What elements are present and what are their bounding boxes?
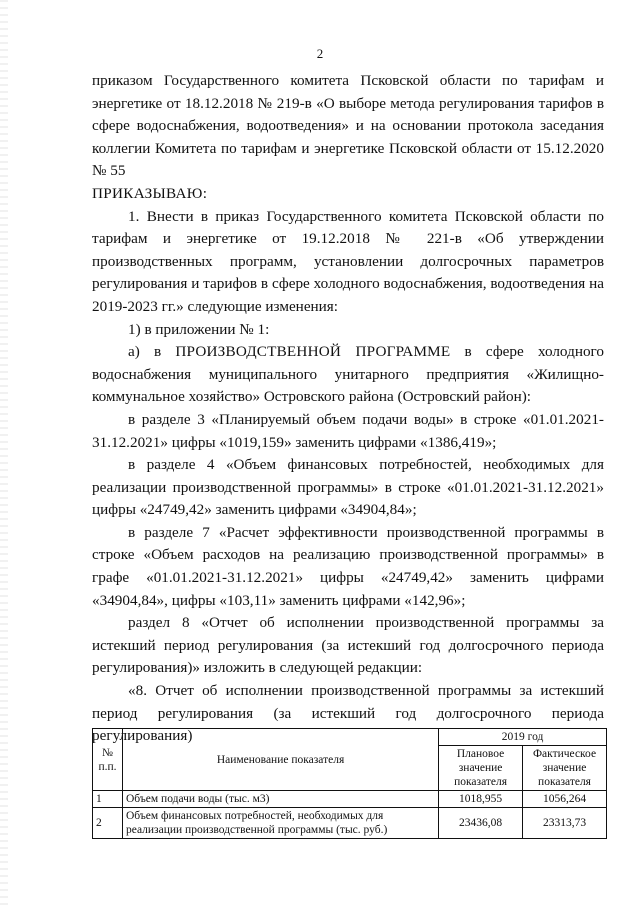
row-num: 2 <box>93 808 123 839</box>
header-num: № п.п. <box>93 729 123 791</box>
row-fact: 23313,73 <box>523 808 607 839</box>
paragraph-section-7: в разделе 7 «Расчет эффективности производственной программы в строке «Объем расходов на реализацию производственной программы» в графе «01.01.2021-31.12.2021» цифры «24749,42» заменить цифрами «34904,84», цифры «103,11» заменить цифрами «142,96»; <box>92 523 604 609</box>
row-fact: 1056,264 <box>523 791 607 808</box>
table-row <box>93 791 607 808</box>
page-number: 2 <box>316 46 324 61</box>
header-fact: Фактическое значение показателя <box>523 746 607 791</box>
report-table <box>92 728 607 839</box>
paragraph-program-prefix: а) в <box>128 343 176 361</box>
paragraph-program-rest: в сфере холодного водоснабжения муниципального унитарного предприятия «Жилищно-коммунальное хозяйство» Островского района (Островский район): <box>92 343 604 406</box>
paragraph-program-caps: ПРОИЗВОДСТВЕННОЙ ПРОГРАММЕ <box>175 343 451 361</box>
document-body <box>92 70 604 748</box>
scan-edge-artifact <box>0 0 8 905</box>
paragraph-section-3: в разделе 3 «Планируемый объем подачи воды» в строке «01.01.2021-31.12.2021» цифры «1019,159» заменить цифрами «1386,419»; <box>92 410 604 451</box>
paragraph-section-4: в разделе 4 «Объем финансовых потребностей, необходимых для реализации производственной программы» в строке «01.01.2021-31.12.2021» цифры «24749,42» заменить цифрами «34904,84»; <box>92 456 604 519</box>
row-num: 1 <box>93 791 123 808</box>
paragraph-section-8-title: «8. Отчет об исполнении производственной программы за истекший период регулирования (за истекший год долгосрочного периода регулирования) <box>92 682 604 745</box>
paragraph-appendix: 1) в приложении № 1: <box>128 320 270 338</box>
row-name: Объем финансовых потребностей, необходимых для реализации производственной программы (тыс. руб.) <box>122 808 438 839</box>
order-heading: ПРИКАЗЫВАЮ: <box>92 184 208 202</box>
paragraph-item-1: 1. Внести в приказ Государственного комитета Псковской области по тарифам и энергетике от 19.12.2018 № 221-в «Об утверждении производственных программ, установлении долгосрочных параметров регулирования и тарифов в сфере холодного водоснабжения, водоотведения на 2019-2023 гг.» следующие изменения: <box>92 207 604 315</box>
table-header-row <box>93 729 607 746</box>
paragraph-preamble: приказом Государственного комитета Псковской области по тарифам и энергетике от 18.12.2018 № 219-в «О выборе метода регулирования тарифов в сфере водоснабжения, водоотведения» и на основании протокола заседания коллегии Комитета по тарифам и энергетике Псковской области от 15.12.2020 № 55 <box>92 72 604 180</box>
row-plan: 23436,08 <box>439 808 523 839</box>
paragraph-program <box>92 341 604 409</box>
header-name: Наименование показателя <box>122 729 438 791</box>
row-plan: 1018,955 <box>439 791 523 808</box>
table-row <box>93 808 607 839</box>
paragraph-section-8: раздел 8 «Отчет об исполнении производственной программы за истекший период регулирования (за истекший год долгосрочного периода регулирования)» изложить в следующей редакции: <box>92 614 604 677</box>
row-name: Объем подачи воды (тыс. м3) <box>122 791 438 808</box>
header-plan: Плановое значение показателя <box>439 746 523 791</box>
header-year: 2019 год <box>439 729 607 746</box>
